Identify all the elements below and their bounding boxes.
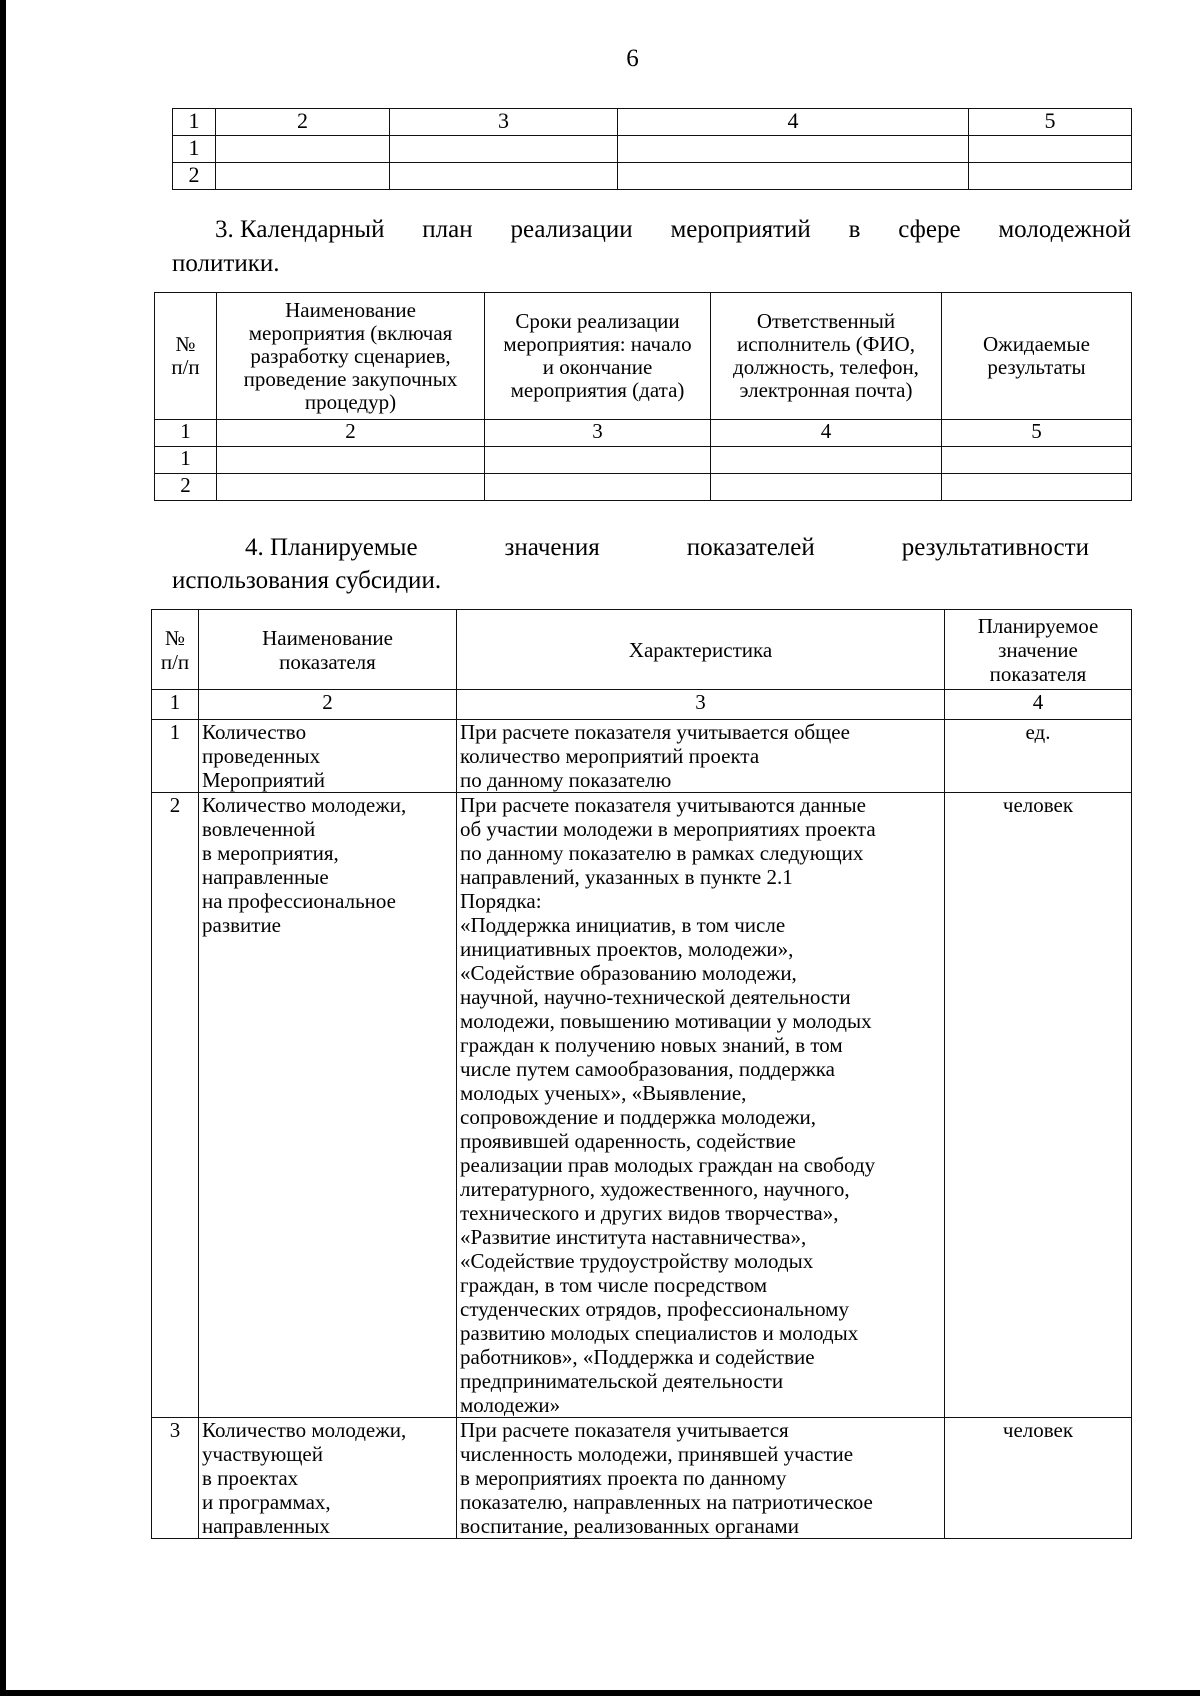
- column-number: 1: [155, 420, 217, 447]
- table-row: [155, 447, 1132, 474]
- column-number: 4: [711, 420, 942, 447]
- table-cell: [942, 447, 1132, 474]
- section3-heading-line1: 3. Календарный план реализации мероприятий в сфере молодежной: [215, 216, 1131, 243]
- table-row: [152, 1418, 1132, 1539]
- indicator-name: Количество проведенных Мероприятий: [199, 720, 457, 793]
- header-planned-value: Планируемое значение показателя: [945, 610, 1132, 690]
- table-numbering-row: [152, 690, 1132, 720]
- page-number: 6: [626, 45, 639, 72]
- row-number: 1: [152, 720, 199, 793]
- table-numbering-row: [155, 420, 1132, 447]
- row-number: 2: [173, 163, 216, 190]
- header-event-name: Наименование мероприятия (включая разработку сценариев, проведение закупочных процедур): [217, 293, 485, 420]
- column-number: 1: [173, 109, 216, 136]
- indicator-characteristic: При расчете показателя учитываются данные об участии молодежи в мероприятиях проекта по данному показателю в рамках следующих направлений, указанных в пункте 2.1 Порядка: «Поддержка инициатив, в том числе инициативных проектов, молодежи», «Содействие образованию молодежи, научной, научно-технической деятельности молодежи, повышению мотивации у молодых граждан к получению новых знаний, в том числе путем самообразования, поддержка молодых ученых», «Выявление, сопровождение и поддержка молодежи, проявившей одаренность, содействие реализации прав молодых граждан на свободу литературного, художественного, научного, технического и других видов творчества», «Развитие института наставничества», «Содействие трудоустройству молодых граждан, в том числе посредством студенческих отрядов, профессиональному развитию молодых специалистов и молодых работников», «Поддержка и содействие предпринимательской деятельности молодежи»: [457, 793, 945, 1418]
- scan-left-edge: [0, 0, 6, 1696]
- table-cell: [711, 447, 942, 474]
- header-number: № п/п: [155, 293, 217, 420]
- table-cell: [217, 474, 485, 501]
- table-cell: [618, 136, 969, 163]
- row-number: 2: [152, 793, 199, 1418]
- header-characteristic: Характеристика: [457, 610, 945, 690]
- section3-heading-line2: политики.: [172, 250, 280, 277]
- scan-bottom-edge: [0, 1690, 1200, 1696]
- row-number: 2: [155, 474, 217, 501]
- table-cell: [942, 474, 1132, 501]
- indicator-unit: человек: [945, 793, 1132, 1418]
- table-row: [152, 720, 1132, 793]
- table-cell: [969, 136, 1132, 163]
- column-number: 3: [485, 420, 711, 447]
- table-cell: [216, 163, 390, 190]
- indicator-unit: ед.: [945, 720, 1132, 793]
- table-header-row: [155, 293, 1132, 420]
- table-cell: [618, 163, 969, 190]
- header-indicator-name: Наименование показателя: [199, 610, 457, 690]
- column-number: 3: [390, 109, 618, 136]
- section3-heading: [215, 212, 1131, 248]
- column-number: 4: [945, 690, 1132, 720]
- table-cell: [485, 447, 711, 474]
- table-cell: [217, 447, 485, 474]
- row-number: 1: [155, 447, 217, 474]
- header-deadlines: Сроки реализации мероприятия: начало и окончание мероприятия (дата): [485, 293, 711, 420]
- column-number: 4: [618, 109, 969, 136]
- table-performance-indicators: [151, 609, 1132, 1539]
- column-number: 2: [199, 690, 457, 720]
- table-cell: [390, 163, 618, 190]
- table-row: [152, 793, 1132, 1418]
- table-header-row: [173, 109, 1132, 136]
- indicator-characteristic: При расчете показателя учитывается общее количество мероприятий проекта по данному показателю: [457, 720, 945, 793]
- indicator-name: Количество молодежи, участвующей в проектах и программах, направленных: [199, 1418, 457, 1539]
- table-row: [173, 163, 1132, 190]
- header-number: № п/п: [152, 610, 199, 690]
- section4-heading: [245, 530, 1089, 566]
- table-cell: [711, 474, 942, 501]
- column-number: 1: [152, 690, 199, 720]
- table-calendar-plan: [154, 292, 1132, 501]
- table-row: [173, 136, 1132, 163]
- section4-heading-line1: 4. Планируемые значения показателей результативности: [245, 534, 1089, 561]
- row-number: 3: [152, 1418, 199, 1539]
- table-cell: [485, 474, 711, 501]
- table-cell: [390, 136, 618, 163]
- section4-heading-line2: использования субсидии.: [172, 567, 442, 594]
- table-row: [155, 474, 1132, 501]
- table-section2-continuation: [172, 108, 1132, 190]
- column-number: 3: [457, 690, 945, 720]
- column-number: 2: [217, 420, 485, 447]
- indicator-name: Количество молодежи, вовлеченной в мероприятия, направленные на профессиональное развитие: [199, 793, 457, 1418]
- column-number: 2: [216, 109, 390, 136]
- header-expected-results: Ожидаемые результаты: [942, 293, 1132, 420]
- indicator-unit: человек: [945, 1418, 1132, 1539]
- column-number: 5: [969, 109, 1132, 136]
- row-number: 1: [173, 136, 216, 163]
- table-cell: [216, 136, 390, 163]
- column-number: 5: [942, 420, 1132, 447]
- table-cell: [969, 163, 1132, 190]
- indicator-characteristic: При расчете показателя учитывается численность молодежи, принявшей участие в мероприятиях проекта по данному показателю, направленных на патриотическое воспитание, реализованных органами: [457, 1418, 945, 1539]
- table-header-row: [152, 610, 1132, 690]
- header-responsible: Ответственный исполнитель (ФИО, должность, телефон, электронная почта): [711, 293, 942, 420]
